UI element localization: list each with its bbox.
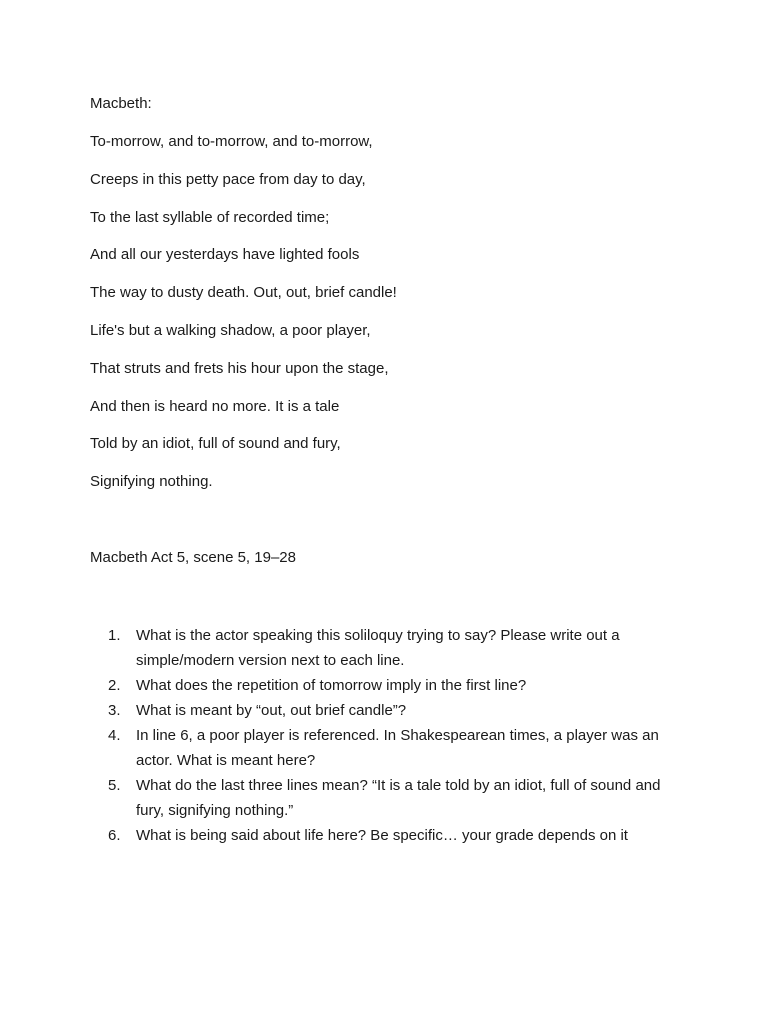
- poem-line: The way to dusty death. Out, out, brief candle!: [90, 284, 397, 302]
- question-number: 6.: [108, 827, 121, 844]
- question-text: What do the last three lines mean? “It is a tale told by an idiot, full of sound and fury, signifying nothing.”: [136, 777, 661, 819]
- poem-line: Signifying nothing.: [90, 473, 213, 491]
- poem-line: And all our yesterdays have lighted fools: [90, 246, 360, 264]
- question-item: [108, 823, 688, 848]
- poem-line: To-morrow, and to-morrow, and to-morrow,: [90, 133, 373, 150]
- question-item: [108, 723, 688, 773]
- question-number: 2.: [108, 677, 121, 694]
- question-text: What is the actor speaking this soliloquy trying to say? Please write out a simple/modern version next to each line.: [136, 627, 620, 669]
- poem-line: To the last syllable of recorded time;: [90, 208, 330, 226]
- question-text: What does the repetition of tomorrow imply in the first line?: [136, 677, 527, 694]
- question-list: [108, 623, 688, 848]
- question-text: What is being said about life here? Be specific… your grade depends on it: [136, 827, 628, 844]
- poem-line: Life's but a walking shadow, a poor player,: [90, 321, 371, 339]
- soliloquy: [90, 132, 397, 510]
- question-number: 5.: [108, 777, 121, 794]
- question-text: In line 6, a poor player is referenced. In Shakespearean times, a player was an actor. What is meant here?: [136, 727, 659, 769]
- question-text: What is meant by “out, out brief candle”?: [136, 702, 407, 719]
- question-number: 4.: [108, 727, 121, 744]
- question-number: 3.: [108, 702, 121, 719]
- speaker-label: Macbeth:: [90, 95, 152, 112]
- question-item: [108, 773, 688, 823]
- poem-line: Creeps in this petty pace from day to day,: [90, 170, 366, 188]
- poem-line: And then is heard no more. It is a tale: [90, 397, 340, 415]
- question-item: [108, 623, 688, 673]
- poem-line: That struts and frets his hour upon the stage,: [90, 359, 389, 377]
- poem-line: Told by an idiot, full of sound and fury,: [90, 435, 341, 453]
- question-item: [108, 698, 688, 723]
- question-number: 1.: [108, 627, 121, 644]
- question-item: [108, 673, 688, 698]
- citation: Macbeth Act 5, scene 5, 19–28: [90, 549, 296, 566]
